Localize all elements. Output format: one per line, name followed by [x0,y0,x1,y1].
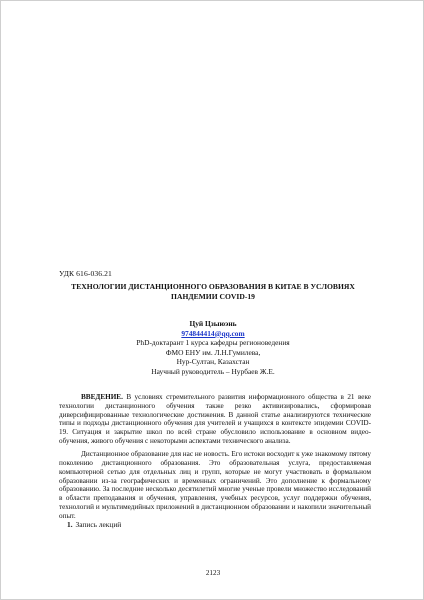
author-email-link[interactable]: 974844414@qq.com [181,328,245,338]
intro-paragraph [59,393,371,446]
title-line-1: ТЕХНОЛОГИИ ДИСТАНЦИОННОГО ОБРАЗОВАНИЯ В КИТАЕ В УСЛОВИЯХ [71,282,355,291]
paragraph-2: Дистанционное образование для нас не новость. Его истоки восходит к уже знакомому пятому поколению дистанционного образования. Это образовательная услуга, предоставляемая компьютерной сетью для отдельных лиц и групп, которые не могут участвовать в формальном образовании из-за географических и временных ограничений. Это дополнение к формальному образованию. За последние несколько десятилетий многие ученые провели множество исследований в области преподавания и обучения, управления, учебных ресурсов, услуг поддержки обучения, технологий и мультимедийных приложений в дистанционном образовании и накопили значительный опыт. [59,450,371,520]
intro-text: В условиях стремительного развития информационного общества в 21 веке технологии дистанционного обучения также резко активизировались, сформировав диверсифицированные технологические достижения. В данной статье анализируются технические типы и подходы дистанционного обучения для учителей и учащихся в контексте эпидемии COVID-19. Ситуация и закрытие школ по всей стране обусловило использование в основном видео-обучения, живого обучения с некоторыми аспектами технического анализа. [59,393,371,445]
author-name: Цуй Цзыюэнь [189,319,237,328]
author-affiliation: ФМО ЕНУ им. Л.Н.Гумилева, [165,347,261,357]
author-block [47,319,379,377]
list-item-number: 1. [67,520,73,529]
article-title [47,282,379,302]
intro-lead: ВВЕДЕНИЕ. [81,393,123,401]
udc-code: УДК 616-036.21 [59,269,112,278]
list-item-text: Запись лекций [75,520,122,529]
article-body [59,393,371,521]
author-supervisor: Научный руководитель – Нурбаев Ж.Е. [151,366,275,376]
list-item [67,520,121,529]
title-line-2: ПАНДЕМИИ COVID-19 [171,292,255,301]
author-position: PhD-доктарант 1 курса кафедры регионоведения [136,338,290,348]
author-city: Нур-Султан, Казахстан [176,357,250,367]
author-email-line [47,329,379,339]
page-number: 2123 [205,569,221,577]
